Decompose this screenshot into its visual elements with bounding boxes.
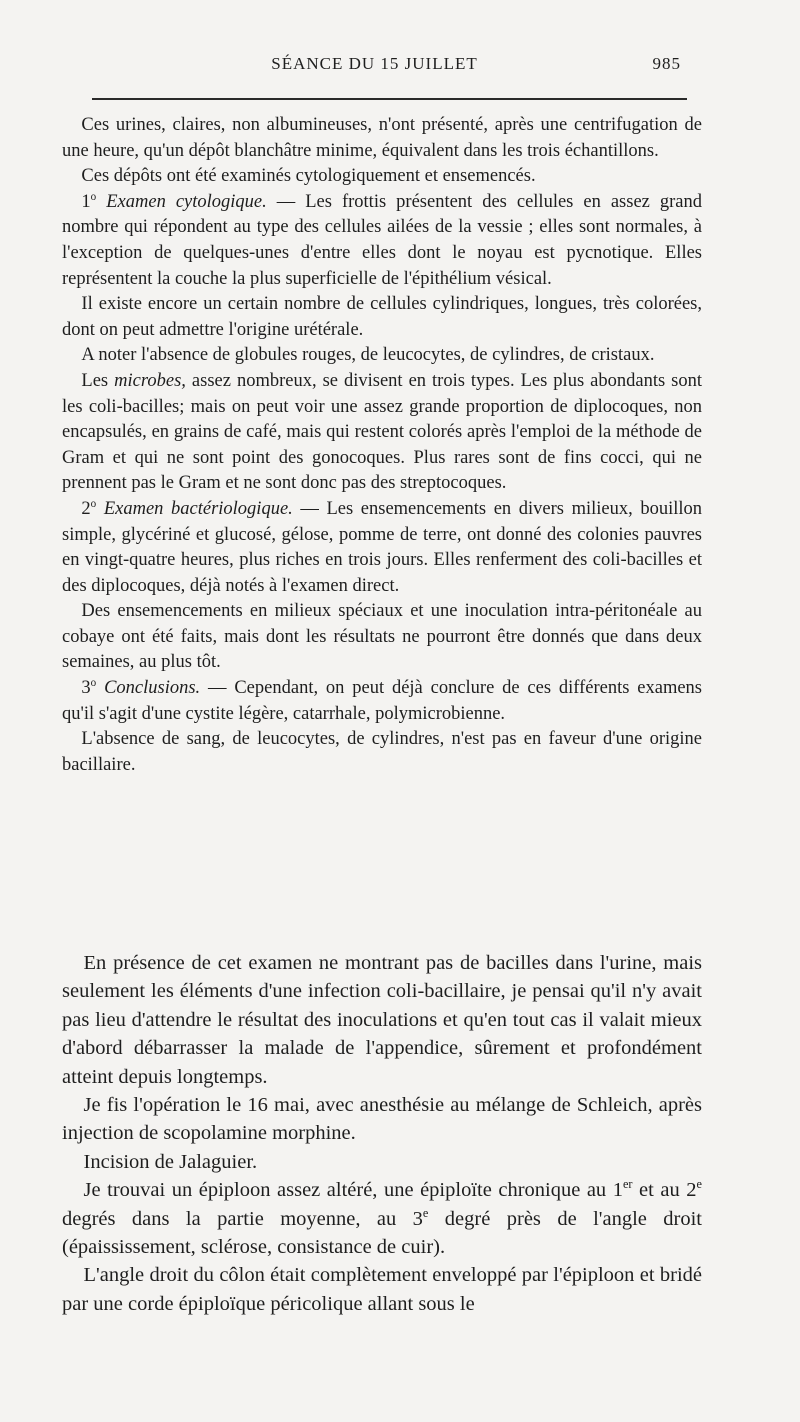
paragraph: Les microbes, assez nombreux, se divisent en trois types. Les plus abondants sont les coli-bacilles; mais on peut voir une assez grande proportion de diplocoques, non encapsulés, en grains de café, mais qui restent colorés après l'emploi de la méthode de Gram et qui ne sont point des gonocoques. Plus rares sont de fins cocci, qui ne prennent pas le Gram et ne sont donc pas des streptocoques. <box>62 370 702 494</box>
paragraph: Je fis l'opération le 16 mai, avec anesthésie au mélange de Schleich, après injection de scopolamine morphine. <box>62 1094 702 1145</box>
paragraph: Il existe encore un certain nombre de cellules cylindriques, longues, très colorées, dont on peut admettre l'origine urétérale. <box>62 294 702 340</box>
paragraph: Je trouvai un épiploon assez altéré, une épiploïte chronique au 1er et au 2e degrés dans la partie moyenne, au 3e degré près de l'angle droit (épaississement, sclérose, consistance de cuir). <box>62 1177 703 1259</box>
section-heading: Examen bactériologique. <box>103 498 293 519</box>
paragraph: L'angle droit du côlon était complètement enveloppé par l'épiploon et bridé par une corde épiploïque péricolique allant sous le <box>62 1264 702 1315</box>
section-heading: Conclusions. <box>104 678 201 699</box>
paragraph: 1$^o$ Examen cytologique. — Les frottis présentent des cellules en assez grand nombre qui répondent au type des cellules ailées de la vessie ; elles sont normales, à l'exception de quelques-unes d'entre elles dont le noyau est pycnotique. Elles représentent la couche la plus superficielle de l'épithélium vésical. <box>62 190 702 289</box>
page-number: 985 <box>652 54 681 73</box>
paragraph: 2$^o$ Examen bactériologique. — Les ensemencements en divers milieux, bouillon simple, glycériné et glucosé, gélose, pomme de terre, ont donné des colonies pauvres en vingt-quatre heures, plus riches en trois jours. Elles renferment des coli-bacilles et des diplocoques, déjà notés à l'examen direct. <box>62 497 702 596</box>
report-section <box>62 113 702 778</box>
running-head <box>62 48 687 82</box>
paragraph: A noter l'absence de globules rouges, de leucocytes, de cylindres, de cristaux. <box>81 345 655 366</box>
running-title: SÉANCE DU 15 JUILLET <box>271 54 478 73</box>
section-heading: Examen cytologique. <box>106 191 267 212</box>
header-rule <box>92 98 687 100</box>
main-text <box>62 949 702 1318</box>
paragraph: Ces urines, claires, non albumineuses, n'ont présenté, après une centrifugation de une heure, qu'un dépôt blanchâtre minime, équivalent dans les trois échantillons. <box>62 115 702 161</box>
paragraph: Ces dépôts ont été examinés cytologiquement et ensemencés. <box>81 166 536 187</box>
paragraph: Des ensemencements en milieux spéciaux et une inoculation intra-péritonéale au cobaye ont été faits, mais dont les résultats ne pourront être donnés que dans deux semaines, au plus tôt. <box>62 601 702 673</box>
paragraph: Incision de Jalaguier. <box>83 1150 258 1173</box>
paragraph: 3$^o$ Conclusions. — Cependant, on peut déjà conclure de ces différents examens qu'il s'agit d'une cystite légère, catarrhale, polymicrobienne. <box>62 676 702 724</box>
paragraph: En présence de cet examen ne montrant pas de bacilles dans l'urine, mais seulement les éléments d'une infection coli-bacillaire, je pensai qu'il n'y avait pas lieu d'attendre le résultat des inoculations et qu'en tout cas il valait mieux d'abord débarrasser la malade de l'appendice, sûrement et profondément atteint depuis longtemps. <box>62 952 702 1088</box>
paragraph: L'absence de sang, de leucocytes, de cylindres, n'est pas en faveur d'une origine bacillaire. <box>62 729 702 775</box>
